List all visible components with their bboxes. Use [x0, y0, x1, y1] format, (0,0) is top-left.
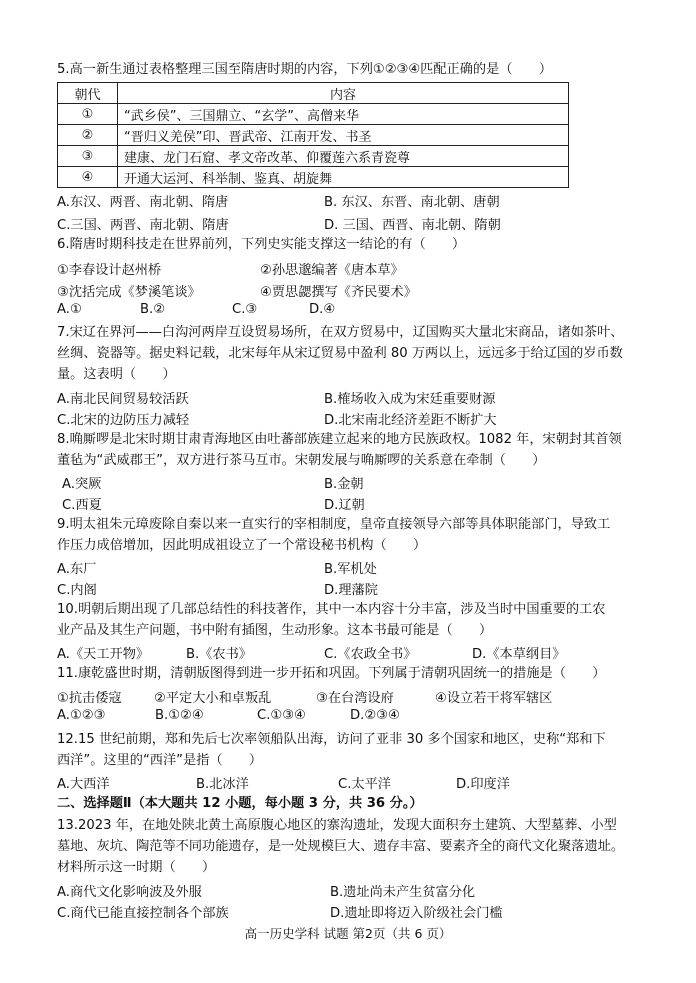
table-cell: “武乡侯”、三国鼎立、“玄学”、高僧来华 [118, 104, 569, 125]
q11-statement-1: ①抗击倭寇 [57, 691, 122, 706]
q13-line-1: 13.2023 年，在地处陕北黄土高原腹心地区的寨沟遗址，发现大面积夯土建筑、大型墓葬、小型 [57, 818, 617, 833]
q12-option-b: B.北冰洋 [196, 777, 249, 792]
q13-line-2: 墓地、灰坑、陶范等不同功能遗存，是一处规模巨大、遗存丰富、要素齐全的商代文化聚落遗址。 [57, 839, 625, 854]
q6-option-c: C.③ [232, 302, 258, 317]
q12-option-d: D.印度洋 [456, 777, 510, 792]
q6-statement-4: ④贾思勰撰写《齐民要术》 [260, 285, 417, 300]
q7-option-a: A.南北民间贸易较活跃 [57, 392, 189, 407]
q11-stem: 11.康乾盛世时期，清朝版图得到进一步开拓和巩固。下列属于清朝巩固统一的措施是（ ） [57, 666, 606, 681]
q10-option-d: D.《本草纲目》 [472, 647, 566, 662]
q10-option-c: C.《农政全书》 [324, 647, 417, 662]
q11-statement-3: ③在台湾设府 [316, 691, 394, 706]
table-row [58, 167, 569, 188]
q5-option-d: D. 三国、西晋、南北朝、隋朝 [324, 218, 501, 233]
q5-option-c: C.三国、两晋、南北朝、隋唐 [57, 218, 229, 233]
table-row [58, 146, 569, 167]
table-row [58, 125, 569, 146]
q10-option-a: A.《天工开物》 [57, 647, 150, 662]
q11-option-d: D.②③④ [350, 708, 400, 723]
q9-option-b: B.军机处 [324, 562, 377, 577]
q11-option-b: B.①②④ [155, 708, 204, 723]
q8-line-1: 8.唃厮啰是北宋时期甘肃青海地区由吐蕃部族建立起来的地方民族政权。1082 年，宋朝封其首领 [57, 432, 622, 447]
q9-option-a: A.东厂 [57, 562, 97, 577]
section-heading: 二、选择题Ⅱ（本大题共 12 小题，每小题 3 分，共 36 分。） [57, 796, 423, 811]
q6-stem: 6.隋唐时期科技走在世界前列，下列史实能支撑这一结论的有（ ） [57, 237, 466, 252]
q7-option-d: D.北宋南北经济差距不断扩大 [324, 413, 497, 428]
table-row [58, 104, 569, 125]
q5-option-a: A.东汉、两晋、南北朝、隋唐 [57, 195, 229, 210]
q12-line-2: 西洋”。这里的“西洋”是指（ ） [57, 753, 263, 768]
table-cell: ② [58, 125, 118, 146]
table-cell: 开通大运河、科举制、鉴真、胡旋舞 [118, 167, 569, 188]
table-cell: ① [58, 104, 118, 125]
q9-line-2: 作压力成倍增加，因此明成祖设立了一个常设秘书机构（ ） [57, 538, 427, 553]
q13-option-a: A.商代文化影响波及外服 [57, 885, 202, 900]
q7-option-c: C.北宋的边防压力减轻 [57, 413, 190, 428]
q6-option-a: A.① [57, 302, 82, 317]
q6-statement-1: ①李春设计赵州桥 [57, 263, 162, 278]
q5-option-b: B. 东汉、东晋、南北朝、唐朝 [324, 195, 500, 210]
q11-statement-2: ②平定大小和卓叛乱 [154, 691, 272, 706]
q9-option-c: C.内阁 [57, 583, 97, 598]
q12-option-c: C.太平洋 [338, 777, 391, 792]
q12-line-1: 12.15 世纪前期，郑和先后七次率领船队出海，访问了亚非 30 多个国家和地区，史称“郑和下 [57, 732, 606, 747]
q7-line-2: 丝绸、瓷器等。据史料记载，北宋每年从宋辽贸易中盈利 80 万两以上，远远多于给辽国的岁币数 [57, 346, 623, 361]
q13-line-3: 材料所示这一时期（ ） [57, 860, 216, 875]
q13-option-d: D.遗址即将迈入阶级社会门槛 [330, 906, 503, 921]
q13-option-b: B.遗址尚未产生贫富分化 [330, 885, 476, 900]
q6-statement-2: ②孙思邈编著《唐本草》 [260, 263, 404, 278]
q7-line-3: 量。这表明（ ） [57, 367, 176, 382]
table-cell: ③ [58, 146, 118, 167]
q6-option-d: D.④ [309, 302, 336, 317]
q8-option-a: A.突厥 [62, 477, 102, 492]
table-header-row [58, 83, 569, 104]
q7-line-1: 7.宋辽在界河——白沟河两岸互设贸易场所，在双方贸易中，辽国购买大量北宋商品，诸如茶叶、 [57, 325, 624, 340]
q8-line-2: 董毡为“武威郡王”，双方进行茶马互市。宋朝发展与唃厮啰的关系意在牵制（ ） [57, 453, 546, 468]
q5-stem: 5.高一新生通过表格整理三国至隋唐时期的内容，下列①②③④匹配正确的是（ ） [57, 62, 553, 77]
q10-line-1: 10.明朝后期出现了几部总结性的科技著作，其中一本内容十分丰富，涉及当时中国重要的工农 [57, 602, 606, 617]
q11-statement-4: ④设立若干将军辖区 [435, 691, 553, 706]
q6-statement-3: ③沈括完成《梦溪笔谈》 [57, 285, 201, 300]
q9-line-1: 9.明太祖朱元璋废除自秦以来一直实行的宰相制度，皇帝直接领导六部等具体职能部门，导致工 [57, 517, 611, 532]
q8-option-b: B.金朝 [324, 477, 364, 492]
q12-option-a: A.大西洋 [57, 777, 110, 792]
q5-table [57, 82, 569, 188]
table-header-cell: 朝代 [58, 83, 118, 104]
table-cell: “晋归义羌侯”印、晋武帝、江南开发、书圣 [118, 125, 569, 146]
q8-option-d: D.辽朝 [324, 498, 365, 513]
q11-option-a: A.①②③ [57, 708, 106, 723]
q10-line-2: 业产品及其生产问题，书中附有插图，生动形象。这本书最可能是（ ） [57, 623, 493, 638]
q11-option-c: C.①③④ [257, 708, 306, 723]
table-cell: ④ [58, 167, 118, 188]
table-header-cell: 内容 [118, 83, 569, 104]
q7-option-b: B.榷场收入成为宋廷重要财源 [324, 392, 496, 407]
table-cell: 建康、龙门石窟、孝文帝改革、仰覆莲六系青瓷尊 [118, 146, 569, 167]
page-footer: 高一历史学科 试题 第2页（共 6 页） [244, 926, 452, 941]
q13-option-c: C.商代已能直接控制各个部族 [57, 906, 229, 921]
q8-option-c: C.西夏 [62, 498, 102, 513]
q6-option-b: B.② [140, 302, 166, 317]
q9-option-d: D.理藩院 [324, 583, 378, 598]
q10-option-b: B.《农书》 [186, 647, 252, 662]
